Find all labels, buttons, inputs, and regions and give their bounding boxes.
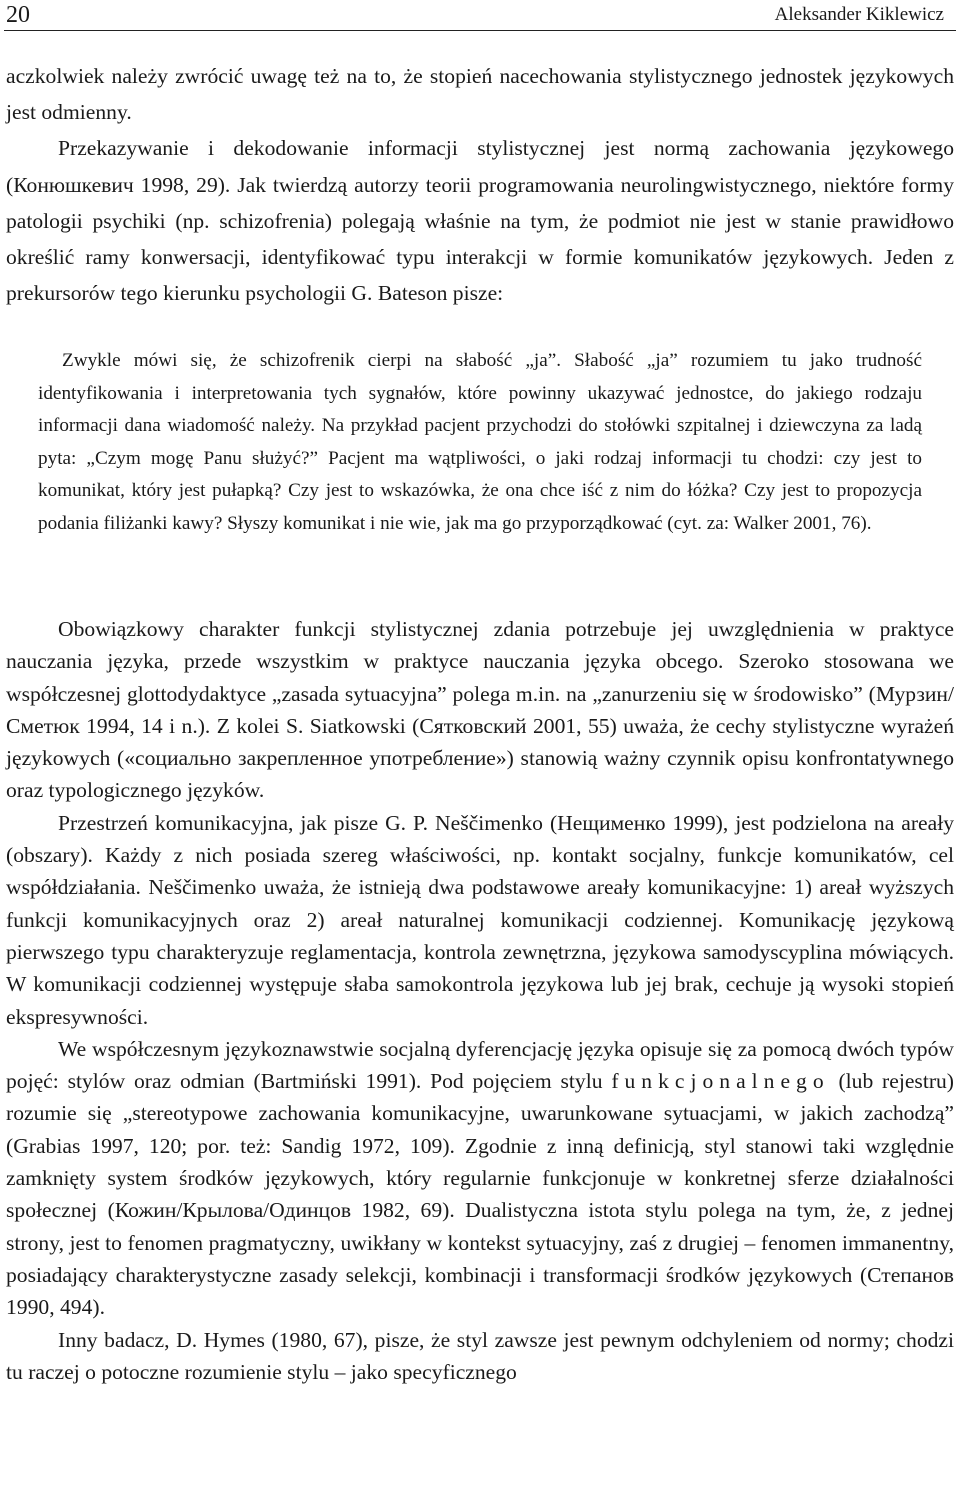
paragraph-communicative-space: Przestrzeń komunikacyjna, jak pisze G. P. Neščimenko (Нещименко 1999), jest podzielona na areały (obszary). Każdy z nich posiada szereg właściwości, np. kontakt socjalny, funkcje komunikatów, cel współdziałania. Neščimenko uważa, że istnieją dwa podstawowe areały komunikacyjne: 1) areał wyższych funkcji komunikacyjnych oraz 2) areał naturalnej komunikacji codziennej. Komunikację językową pierwszego typu charakteryzuje reglamentacja, kontrola zewnętrzna, językowa samodyscyplina mówiących. W komunikacji codziennej występuje słaba samokontrola językowa lub jej brak, cechuje ją wysoki stopień ekspresywności. bbox=[6, 810, 954, 1029]
paragraph-hymes: Inny badacz, D. Hymes (1980, 67), pisze, że styl zawsze jest pewnym odchyleniem od normy; chodzi tu raczej o potoczne rozumienie stylu – jako specyficznego bbox=[6, 1327, 954, 1384]
paragraph-functional-style bbox=[6, 1033, 954, 1324]
paragraph-stylistic-information: Przekazywanie i dekodowanie informacji stylistycznej jest normą zachowania językowego (Конюшкевич 1998, 29). Jak twierdzą autorzy teorii programowania neurolingwistycznego, niektóre formy patologii psychiki (np. schizofrenia) polegają właśnie na tym, że podmiot nie jest w stanie prawidłowo określić ramy konwersacji, identyfikować typu interakcji w formie komunikatów językowych. Jeden z prekursorów tego kierunku psychologii G. Bateson pisze: bbox=[6, 136, 954, 306]
block-quote bbox=[38, 345, 922, 541]
page-header bbox=[4, 0, 956, 31]
spaced-term: funkcjonalnego bbox=[611, 1069, 830, 1094]
quote-text: Zwykle mówi się, że schizofrenik cierpi na słabość „ja”. Słabość „ja” rozumiem tu jako trudność identyfikowania i interpretowania tych sygnałów, które powinny ukazywać jednostce, do jakiego rodzaju informacji dana wiadomość należy. Na przykład pacjent przychodzi do stołówki szpitalnej i dziewczyna za ladą pyta: „Czym mogę Panu służyć?” Pacjent ma wątpliwości, o jaki rodzaj informacji tu chodzi: czy jest to komunikat, który jest pułapką? Czy jest to wskazówka, że ona chce iść z nim do łóżka? Czy jest to propozycja podania filiżanki kawy? Słyszy komunikat i nie wie, jak ma go przyporządkować (cyt. za: Walker 2001, 76). bbox=[38, 350, 922, 534]
body-text-top bbox=[6, 58, 954, 311]
p5-before: We współczesnym językoznawstwie socjalną dyferencjację języka opisuje się za pomocą dwóch typów pojęć: stylów oraz odmian (Bartmiński 1991). Pod pojęciem stylu bbox=[6, 1036, 954, 1094]
running-head: Aleksander Kiklewicz bbox=[774, 4, 944, 25]
page-number: 20 bbox=[6, 2, 30, 28]
p5-after: (lub rejestru) rozumie się „stereotypowe zachowania komunikacyjne, uwarunkowane sytuacjami, w jakich zachodzą” (Grabias 1997, 120; por. też: Sandig 1972, 109). Zgodnie z inną definicją, styl stanowi taki względnie zamknięty system środków językowych, który regularnie funkcjonuje w konkretnej sferze działalności społecznej (Кожин/Крылова/Одинцов 1982, 69). Dualistyczna istota stylu polega na tym, że, z jednej strony, jest to fenomen pragmatyczny, uwikłany w kontekst sytuacyjny, zaś z drugiej – fenomen immanentny, posiadający charakterystyczne zasady selekcji, kombinacji i transformacji środków językowych (Степанов 1990, 494). bbox=[6, 1069, 954, 1320]
body-text-bottom bbox=[6, 613, 954, 1388]
paragraph-continued: aczkolwiek należy zwrócić uwagę też na to, że stopień nacechowania stylistycznego jednostek językowych jest odmienny. bbox=[6, 64, 954, 125]
paragraph-glottodidactics: Obowiązkowy charakter funkcji stylistycznej zdania potrzebuje jej uwzględnienia w praktyce nauczania języka, przede wszystkim w praktyce nauczania języka obcego. Szeroko stosowana we współczesnej glottodydaktyce „zasada sytuacyjna” polega m.in. na „zanurzeniu się w środowisko” (Мурзин/Сметюк 1994, 14 i n.). Z kolei S. Siatkowski (Сятковский 2001, 55) uważa, że cechy stylistyczne wyrażeń językowych («социально закрепленное употребление») stanowią ważny czynnik opisu konfrontatywnego oraz typologicznego języków. bbox=[6, 617, 954, 803]
